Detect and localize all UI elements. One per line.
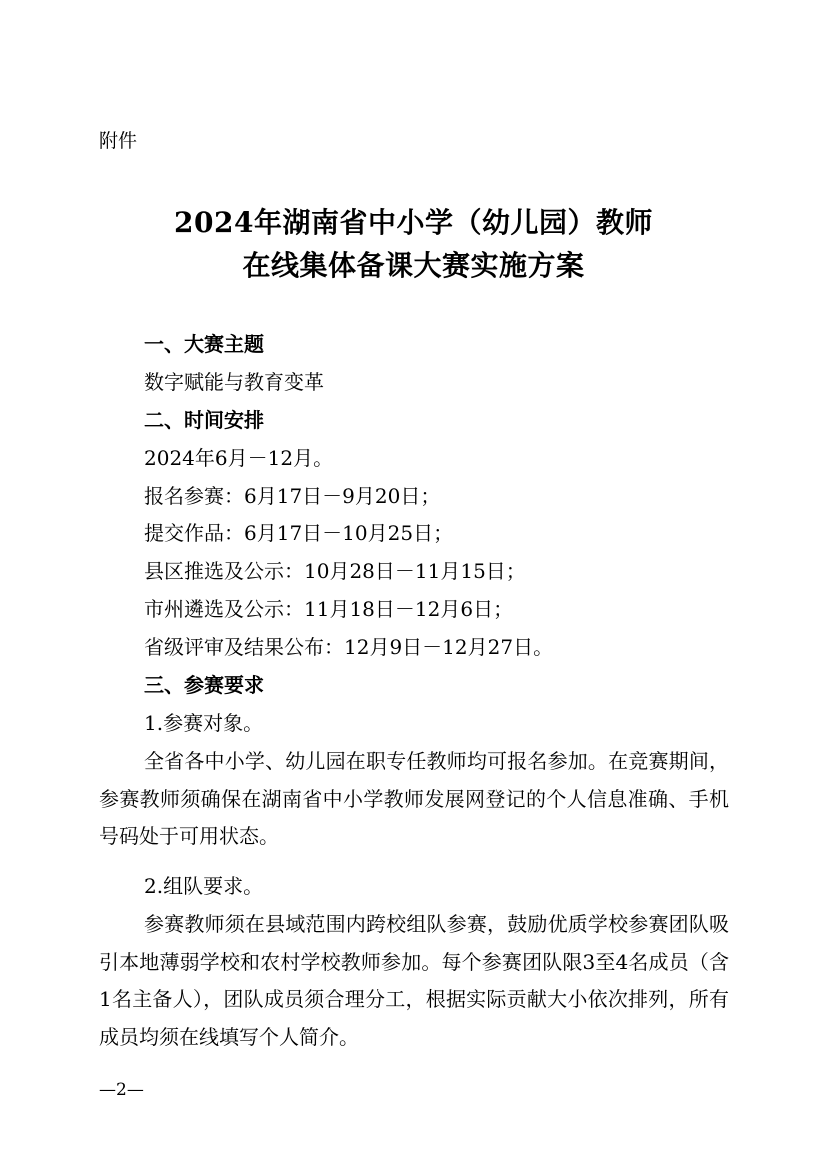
schedule-line: 省级评审及结果公布：12月9日－12月27日。 [144, 635, 554, 659]
section-1-heading: 一、大赛主题 [144, 332, 264, 356]
document-title-line-1: 2024年湖南省中小学（幼儿园）教师 [174, 206, 653, 239]
section-1-text: 数字赋能与教育变革 [144, 370, 324, 394]
schedule-line: 2024年6月－12月。 [144, 446, 334, 470]
schedule-line: 报名参赛：6月17日－9月20日； [144, 484, 441, 508]
subsection-participants: 1.参赛对象。 [144, 711, 264, 735]
schedule-line: 提交作品：6月17日－10月25日； [144, 521, 454, 545]
schedule-line: 县区推选及公示：10月28日－11月15日； [144, 559, 526, 583]
document-title-line-2: 在线集体备课大赛实施方案 [242, 249, 585, 282]
section-2-heading: 二、时间安排 [144, 408, 264, 432]
section-3-heading: 三、参赛要求 [144, 673, 264, 697]
participants-paragraph: 全省各中小学、幼儿园在职专任教师均可报名参加。在竞赛期间，参赛教师须确保在湖南省中小学教师发展网登记的个人信息准确、手机号码处于可用状态。 [99, 749, 729, 848]
attachment-label: 附件 [99, 130, 138, 152]
schedule-line: 市州遴选及公示：11月18日－12月6日； [144, 597, 514, 621]
page-number: —2— [99, 1080, 144, 1100]
subsection-team: 2.组队要求。 [144, 874, 264, 898]
team-paragraph: 参赛教师须在县域范围内跨校组队参赛，鼓励优质学校参赛团队吸引本地薄弱学校和农村学校教师参加。每个参赛团队限3至4名成员（含1名主备人），团队成员须合理分工，根据实际贡献大小依次排列，所有成员均须在线填写个人简介。 [99, 912, 729, 1049]
